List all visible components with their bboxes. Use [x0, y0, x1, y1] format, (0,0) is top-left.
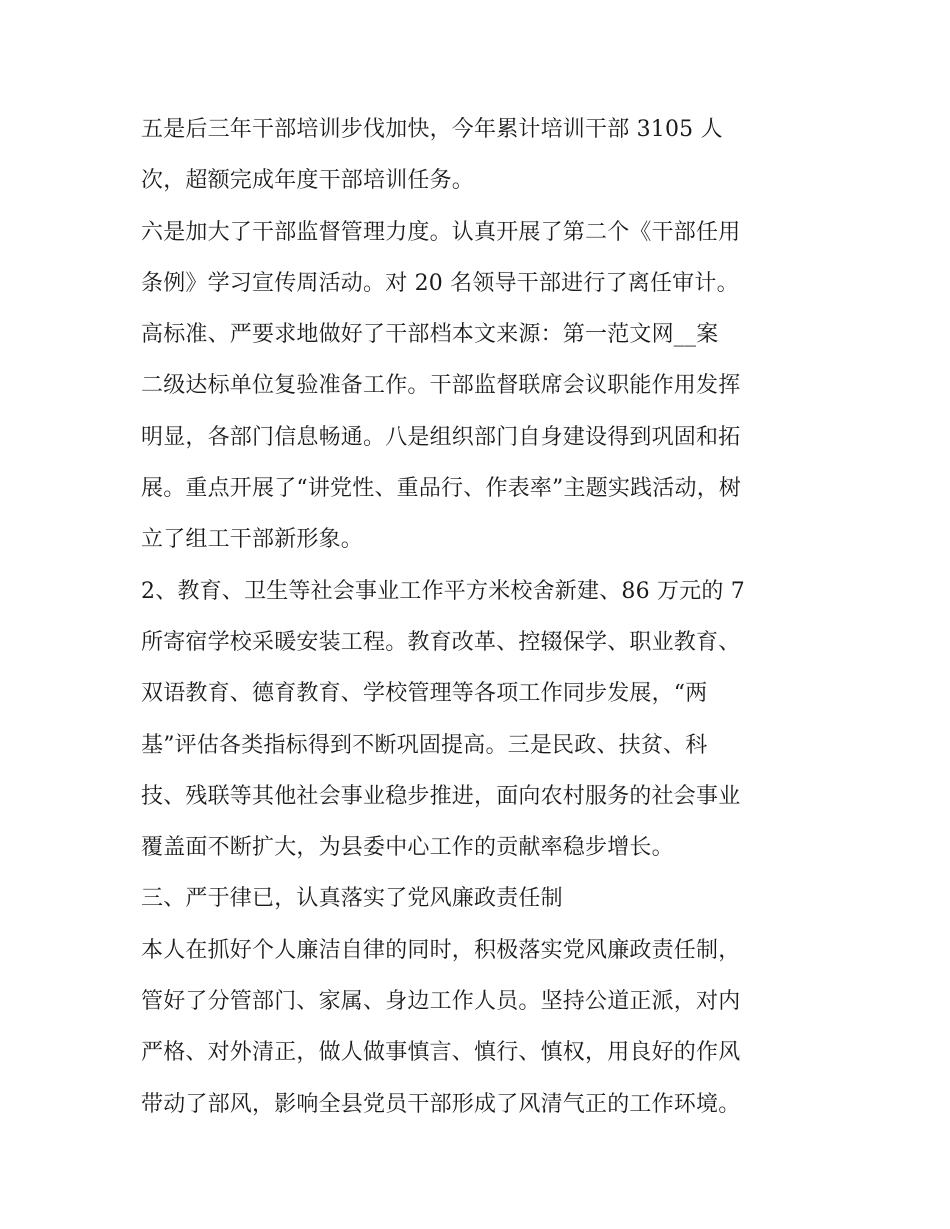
section-heading: 三、严于律已，认真落实了党风廉政责任制: [141, 886, 563, 912]
text-line: 严格、对外清正，做人做事慎言、慎行、慎权，用良好的作风: [141, 1040, 741, 1066]
text-line: 技、残联等其他社会事业稳步推进，面向农村服务的社会事业: [141, 783, 741, 809]
text-line: 立了组工干部新形象。: [141, 527, 364, 553]
text-line: 双语教育、德育教育、学校管理等各项工作同步发展，“两: [141, 681, 708, 707]
text-line: 覆盖面不断扩大，为县委中心工作的贡献率稳步增长。: [141, 835, 674, 861]
text-line: 管好了分管部门、家属、身边工作人员。坚持公道正派，对内: [141, 989, 741, 1015]
text-line: 基”评估各类指标得到不断巩固提高。三是民政、扶贫、科: [141, 732, 708, 758]
text-line: 六是加大了干部监督管理力度。认真开展了第二个《干部任用: [141, 219, 741, 245]
text-line: 二级达标单位复验准备工作。干部监督联席会议职能作用发挥: [141, 373, 741, 399]
text-line: 次，超额完成年度干部培训任务。: [141, 168, 475, 194]
text-line: 展。重点开展了“讲党性、重品行、作表率”主题实践活动，树: [141, 476, 742, 502]
text-line: 明显，各部门信息畅通。八是组织部门自身建设得到巩固和拓: [141, 424, 741, 450]
text-line: 高标准、严要求地做好了干部档本文来源：第一范文网__案: [141, 322, 719, 348]
text-line: 所寄宿学校采暖安装工程。教育改革、控辍保学、职业教育、: [141, 629, 741, 655]
text-line: 五是后三年干部培训步伐加快，今年累计培训干部 3105 人: [141, 117, 723, 142]
text-line: 2、教育、卫生等社会事业工作平方米校舍新建、86 万元的 7: [141, 578, 745, 604]
text-line: 带动了部风，影响全县党员干部形成了风清气正的工作环境。: [141, 1091, 741, 1117]
text-line: 条例》学习宣传周活动。对 20 名领导干部进行了离任审计。: [141, 270, 739, 296]
text-line: 本人在抓好个人廉洁自律的同时，积极落实党风廉政责任制，: [141, 937, 741, 963]
document-body: [141, 104, 831, 1130]
